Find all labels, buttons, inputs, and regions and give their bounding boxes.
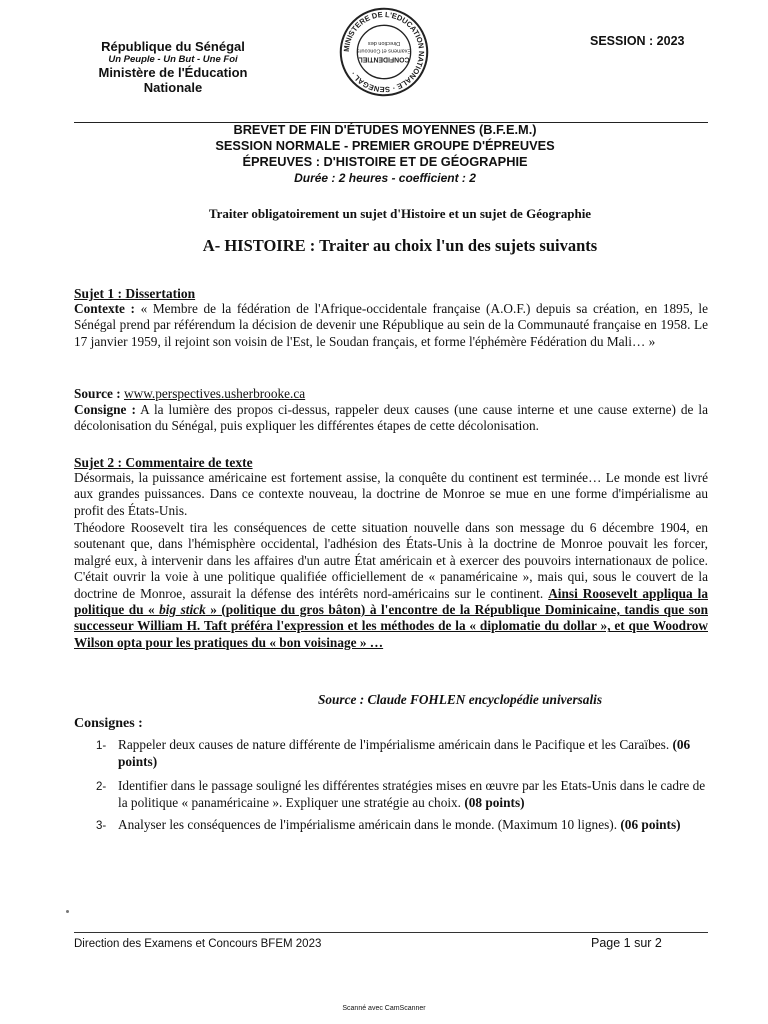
consigne-item-3 [96,816,708,835]
consigne-text: Analyser les conséquences de l'impérialisme américain dans le monde. (Maximum 10 lignes). [118,817,621,832]
page-number: Page 1 sur 2 [591,936,662,950]
subject2-heading: Sujet 2 : Commentaire de texte [74,455,253,470]
exam-title-line2: SESSION NORMALE - PREMIER GROUPE D'ÉPREUVES [215,138,555,153]
exam-title-line1: BREVET DE FIN D'ÉTUDES MOYENNES (B.F.E.M.) [233,122,537,137]
consigne-number: 1- [96,740,107,752]
subject1-consigne [74,402,708,435]
consigne-text: Identifier dans le passage souligné les différentes stratégies mises en œuvre par les Etats-Unis dans le cadre de la politique « panaméricaine ». Expliquer une stratégie au choix. [118,778,706,810]
exam-title-line3: ÉPREUVES : D'HISTOIRE ET DE GÉOGRAPHIE [242,154,528,169]
national-motto: Un Peuple - Un But - Une Foi [108,53,238,65]
official-stamp [338,6,430,98]
subject1-source [74,386,708,402]
consigne-points: (08 points) [464,795,525,810]
consigne-number: 3- [96,820,107,832]
stamp-inner-line2: Examens et Concours [356,47,412,54]
consigne-item-1 [96,736,708,770]
exam-duration: Durée : 2 heures - coefficient : 2 [294,171,476,185]
scan-speck [66,910,69,913]
exam-title-block [150,122,620,186]
subject2-paragraph1: Désormais, la puissance américaine est fortement assise, la conquête du continent est terminée… Le monde est livré aux grandes puissances. Dans ce contexte nouveau, la doctrine de Monroe se mue en une forme d'impérialisme au profit des États-Unis. [74,470,708,518]
consigne-points: (06 points) [118,737,691,769]
footer-left: Direction des Examens et Concours BFEM 2023 [74,938,322,950]
instruction: Traiter obligatoirement un sujet d'Histoire et un sujet de Géographie [208,206,592,221]
ministry-line2: Nationale [143,79,203,95]
context-label: Contexte : [74,301,135,316]
subject2-source: Source : Claude FOHLEN encyclopédie universalis [317,692,603,707]
underlined-part-b: » (politique du gros bâton) à l'encontre de la République Dominicaine, tandis que son successeur William H. Taft préféra l'expression et les méthodes de la « diplomatie du dollar », et que Woodrow Wilson opta pour les pratiques du « bon voisinage » … [74,602,708,650]
stamp-inner-line1: CONFIDENTIEL [358,55,410,63]
consigne-number: 2- [96,781,107,793]
underlined-part-a: Ainsi Roosevelt appliqua la politique du « [74,585,709,618]
country-name: République du Sénégal [101,39,245,54]
consigne-text: A la lumière des propos ci-dessus, rappeler deux causes (une cause interne et une cause externe) de la décolonisation du Sénégal, puis expliquer les différentes étapes de cette décolonisation. [74,402,708,434]
consigne-points: (06 points) [620,817,681,832]
consignes-heading: Consignes : [74,716,143,731]
underlined-italic: big stick [159,602,206,618]
source-link[interactable]: www.perspectives.usherbrooke.ca [123,386,306,401]
context-text: « Membre de la fédération de l'Afrique-occidentale française (A.O.F.) depuis sa création, en 1895, le Sénégal prend par référendum la décision de devenir une République au sein de la Communauté française en 1958. Le 17 janvier 1959, il rejoint son voisin de l'Est, le Soudan français, et forme l'éphémère Fédération du Mali… » [74,301,708,349]
stamp-ring-text: MINISTERE DE L'EDUCATION NATIONALE · SENEGAL · [341,10,427,95]
paragraph2-plain: Théodore Roosevelt tira les conséquences de cette situation nouvelle dans son message du 6 décembre 1904, en soutenant que, dans l'hémisphère occidental, l'adhésion des États-Unis à la doctrine de Monroe pouvait les forcer, malgré eux, à intervenir dans les affaires d'un autre État américain et à exercer des pouvoirs internationaux de police. C'était ouvrir la voie à une politique qualifiée officiellement de « panaméricaine », mais qui, sous le couvert de la doctrine de Monroe, assurait la défense des intérêts nord-américains sur le continent. [74,520,708,601]
scanner-watermark: Scanné avec CamScanner [342,1005,426,1012]
ministry-line1: Ministère de l'Éducation [98,64,248,80]
subject2-paragraph2 [74,520,708,651]
subject1-context [74,301,708,350]
section-title-history: A- HISTOIRE : Traiter au choix l'un des sujets suivants [202,236,598,255]
consigne-item-2 [96,777,708,811]
footer-divider [74,932,708,933]
consigne-label: Consigne : [74,402,136,417]
header-block [88,40,258,96]
stamp-inner-line3: Direction des [367,39,401,46]
subject1-heading: Sujet 1 : Dissertation [74,286,196,301]
source-label: Source : [74,386,124,401]
session-label: SESSION : 2023 [590,34,685,48]
consigne-text: Rappeler deux causes de nature différente de l'impérialisme américain dans le Pacifique et les Caraïbes. [118,737,673,752]
